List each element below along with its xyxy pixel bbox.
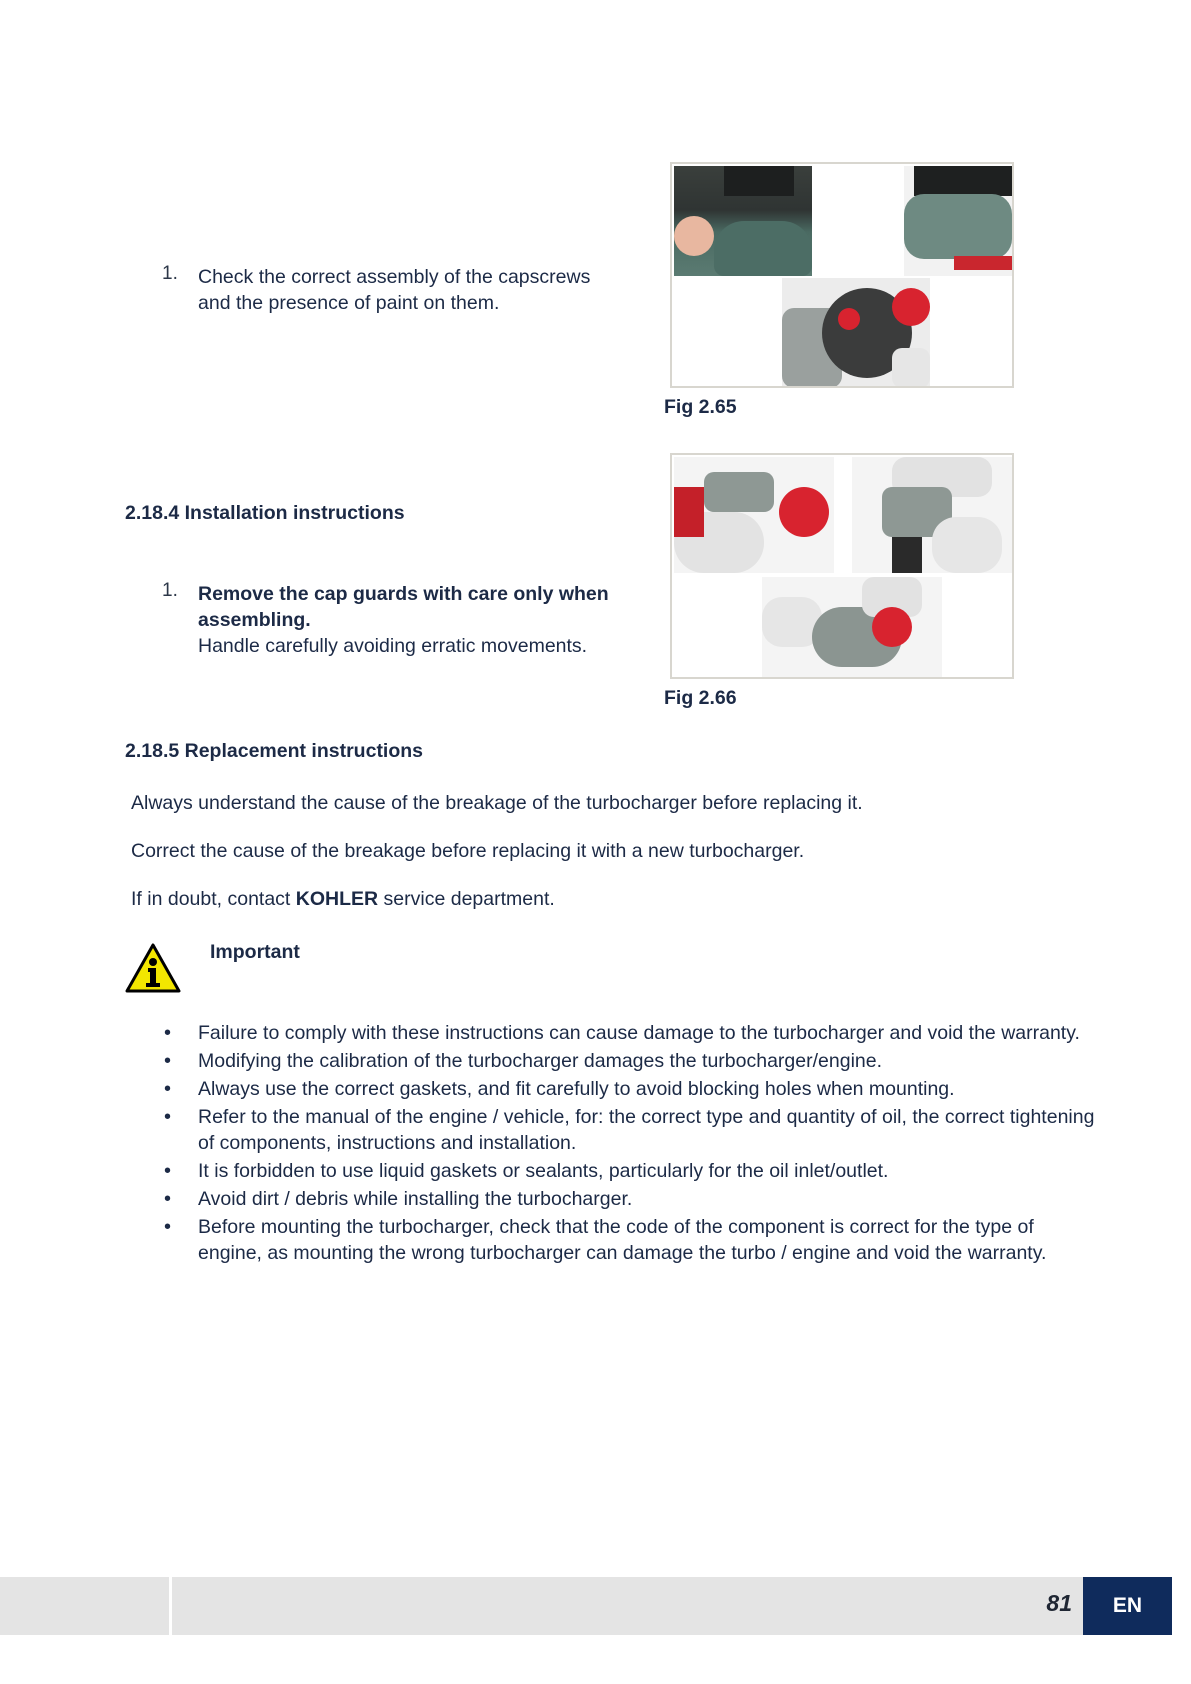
turbo-photo <box>852 457 1012 573</box>
step-text-line: and the presence of paint on them. <box>198 292 500 314</box>
turbo-photo <box>674 457 834 573</box>
step-text-line: Handle carefully avoiding erratic movements. <box>198 635 588 657</box>
footer-divider <box>169 1577 172 1635</box>
list-item <box>164 1020 1098 1046</box>
paragraph: Correct the cause of the breakage before replacing it with a new turbocharger. <box>131 840 805 862</box>
list-item <box>164 1048 1098 1074</box>
section-heading: 2.18.5 Replacement instructions <box>125 740 424 762</box>
turbo-photo <box>674 166 812 276</box>
bullet-icon: • <box>164 1216 172 1238</box>
turbo-photo <box>762 577 942 677</box>
step-text-line: Remove the cap guards with care only when <box>198 583 609 605</box>
bullet-icon: • <box>164 1022 172 1044</box>
bullet-icon: • <box>164 1160 172 1182</box>
turbo-photo <box>904 166 1012 276</box>
info-warning-triangle-icon <box>124 942 182 994</box>
brand-name: KOHLER <box>295 888 379 910</box>
bullet-icon: • <box>164 1050 172 1072</box>
bullet-icon: • <box>164 1188 172 1210</box>
bullet-text: Avoid dirt / debris while installing the turbocharger. <box>198 1188 633 1210</box>
list-item <box>164 1104 1098 1156</box>
paragraph <box>131 888 555 911</box>
paragraph: Always understand the cause of the breakage of the turbocharger before replacing it. <box>131 792 863 814</box>
list-item <box>164 1186 1098 1212</box>
bullet-text: Before mounting the turbocharger, check that the code of the component is correct for the type of engine, as mounting the wrong turbocharger can damage the turbo / engine and void the warranty. <box>198 1216 1047 1264</box>
step-text <box>198 581 658 659</box>
list-item <box>164 1158 1098 1184</box>
bullet-text: Failure to comply with these instructions can cause damage to the turbocharger and void the warranty. <box>198 1022 1080 1044</box>
section-heading: 2.18.4 Installation instructions <box>125 502 405 524</box>
language-badge: EN <box>1083 1577 1172 1635</box>
bullet-text: Modifying the calibration of the turbocharger damages the turbocharger/engine. <box>198 1050 883 1072</box>
bullet-text: It is forbidden to use liquid gaskets or sealants, particularly for the oil inlet/outlet. <box>198 1160 889 1182</box>
figure-caption: Fig 2.66 <box>664 687 737 709</box>
step-text-line: assembling. <box>198 609 311 631</box>
paragraph-text: service department. <box>378 888 555 910</box>
footer-bar <box>0 1577 1172 1635</box>
step-number: 1. <box>162 580 178 601</box>
important-bullet-list <box>164 1020 1098 1268</box>
paragraph-text: If in doubt, contact <box>131 888 296 910</box>
bullet-icon: • <box>164 1106 172 1128</box>
bullet-text: Refer to the manual of the engine / vehicle, for: the correct type and quantity of oil, the correct tightening of components, instructions and installation. <box>198 1106 1095 1154</box>
step-text <box>198 264 638 316</box>
step-text-line: Check the correct assembly of the capscrews <box>198 266 591 288</box>
bullet-text: Always use the correct gaskets, and fit carefully to avoid blocking holes when mounting. <box>198 1078 955 1100</box>
figure-2-65 <box>670 162 1014 388</box>
list-item <box>164 1214 1098 1266</box>
turbo-photo <box>782 278 930 388</box>
list-item <box>164 1076 1098 1102</box>
page-number: 81 <box>1046 1590 1072 1616</box>
figure-caption: Fig 2.65 <box>664 396 737 418</box>
figure-2-66 <box>670 453 1014 679</box>
important-title: Important <box>210 941 300 963</box>
bullet-icon: • <box>164 1078 172 1100</box>
step-number: 1. <box>162 263 178 284</box>
